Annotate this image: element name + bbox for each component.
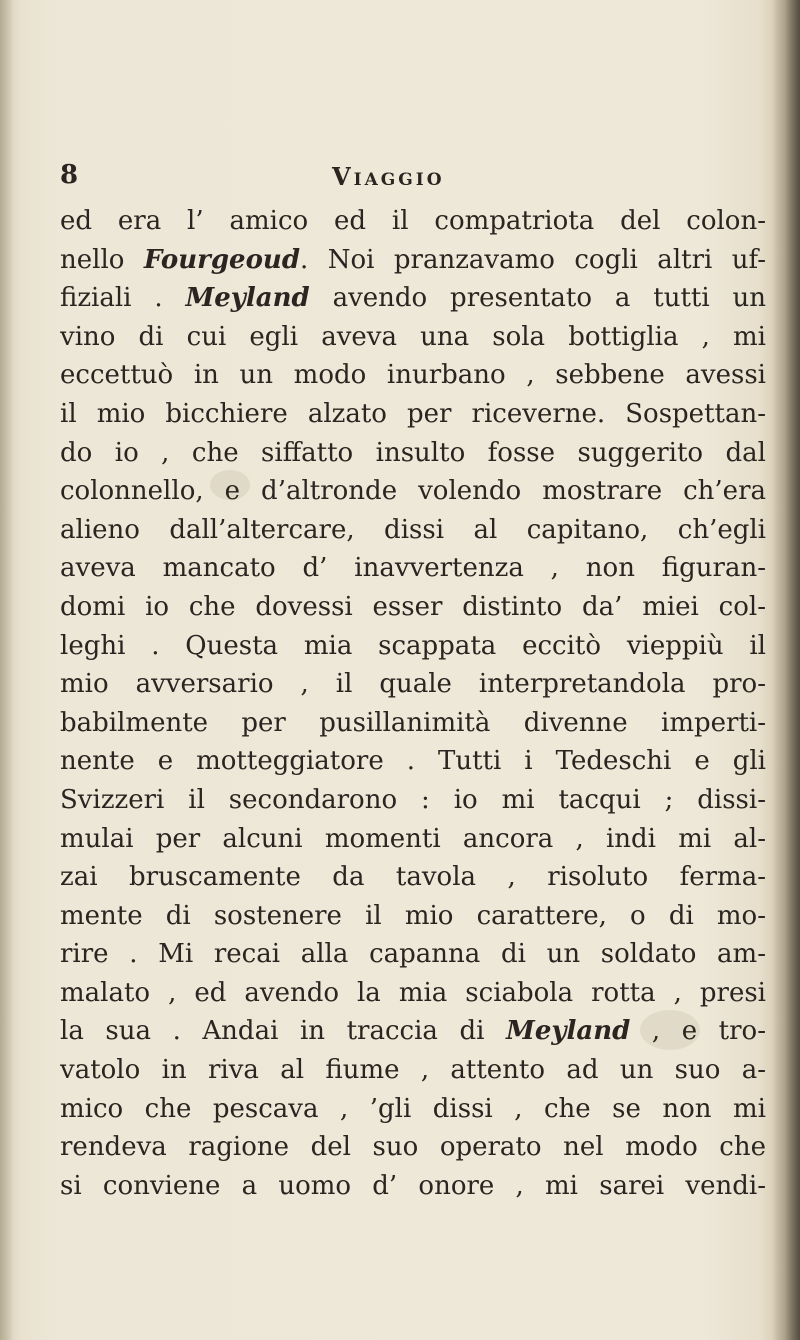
- text-line: domi io che dovessi esser distinto da’ miei col-: [60, 591, 766, 622]
- running-head: [60, 160, 760, 200]
- italic-name: Meyland: [185, 283, 310, 314]
- text-line: alieno dall’altercare, dissi al capitano, ch’egli: [60, 514, 766, 545]
- text-line: si conviene a uomo d’ onore , mi sarei vendi-: [60, 1170, 766, 1201]
- text-line: mio avversario , il quale interpretandola pro-: [60, 669, 766, 700]
- text-line: malato , ed avendo la mia sciabola rotta , presi: [60, 977, 766, 1008]
- running-title: Viaggio: [332, 162, 445, 191]
- text-line: rire . Mi recai alla capanna di un soldato am-: [60, 939, 766, 970]
- text-line: Svizzeri il secondarono : io mi tacqui ; dissi-: [60, 784, 766, 815]
- body-text: [60, 202, 766, 1205]
- text-line: eccettuò in un modo inurbano , sebbene avessi: [60, 360, 766, 391]
- text-line: mulai per alcuni momenti ancora , indi mi al-: [60, 823, 766, 854]
- text-line: aveva mancato d’ inavvertenza , non figuran-: [60, 553, 766, 584]
- text-line: vatolo in riva al fiume , attento ad un suo a-: [60, 1055, 766, 1086]
- page-right-edge-shadow: [772, 0, 800, 1340]
- text-line: colonnello, e d’altronde volendo mostrare ch’era: [60, 476, 766, 507]
- text-line: zai bruscamente da tavola , risoluto ferma-: [60, 862, 766, 893]
- text-line: mente di sostenere il mio carattere, o di mo-: [60, 900, 766, 931]
- text-line: leghi . Questa mia scappata eccitò vieppiù il: [60, 630, 766, 661]
- italic-name: Meyland: [506, 1016, 631, 1047]
- text-line: rendeva ragione del suo operato nel modo che: [60, 1132, 766, 1163]
- text-line: la sua . Andai in traccia di Meyland , e tro-: [60, 1016, 766, 1047]
- text-line: nello Fourgeoud. Noi pranzavamo cogli altri uf-: [60, 244, 766, 275]
- text-line: mico che pescava , ’gli dissi , che se non mi: [60, 1093, 766, 1124]
- text-line: fiziali . Meyland avendo presentato a tutti un: [60, 283, 766, 314]
- text-line: il mio bicchiere alzato per riceverne. Sospettan-: [60, 398, 766, 429]
- text-line: vino di cui egli aveva una sola bottiglia , mi: [60, 321, 766, 352]
- page-left-edge: [0, 0, 14, 1340]
- text-line: babilmente per pusillanimità divenne imperti-: [60, 707, 766, 738]
- italic-name: Fourgeoud: [143, 244, 301, 275]
- text-line: do io , che siffatto insulto fosse suggerito dal: [60, 437, 766, 468]
- text-line: ed era l’ amico ed il compatriota del colon-: [60, 206, 766, 236]
- page-number: 8: [60, 160, 79, 190]
- text-line: nente e motteggiatore . Tutti i Tedeschi e gli: [60, 746, 766, 777]
